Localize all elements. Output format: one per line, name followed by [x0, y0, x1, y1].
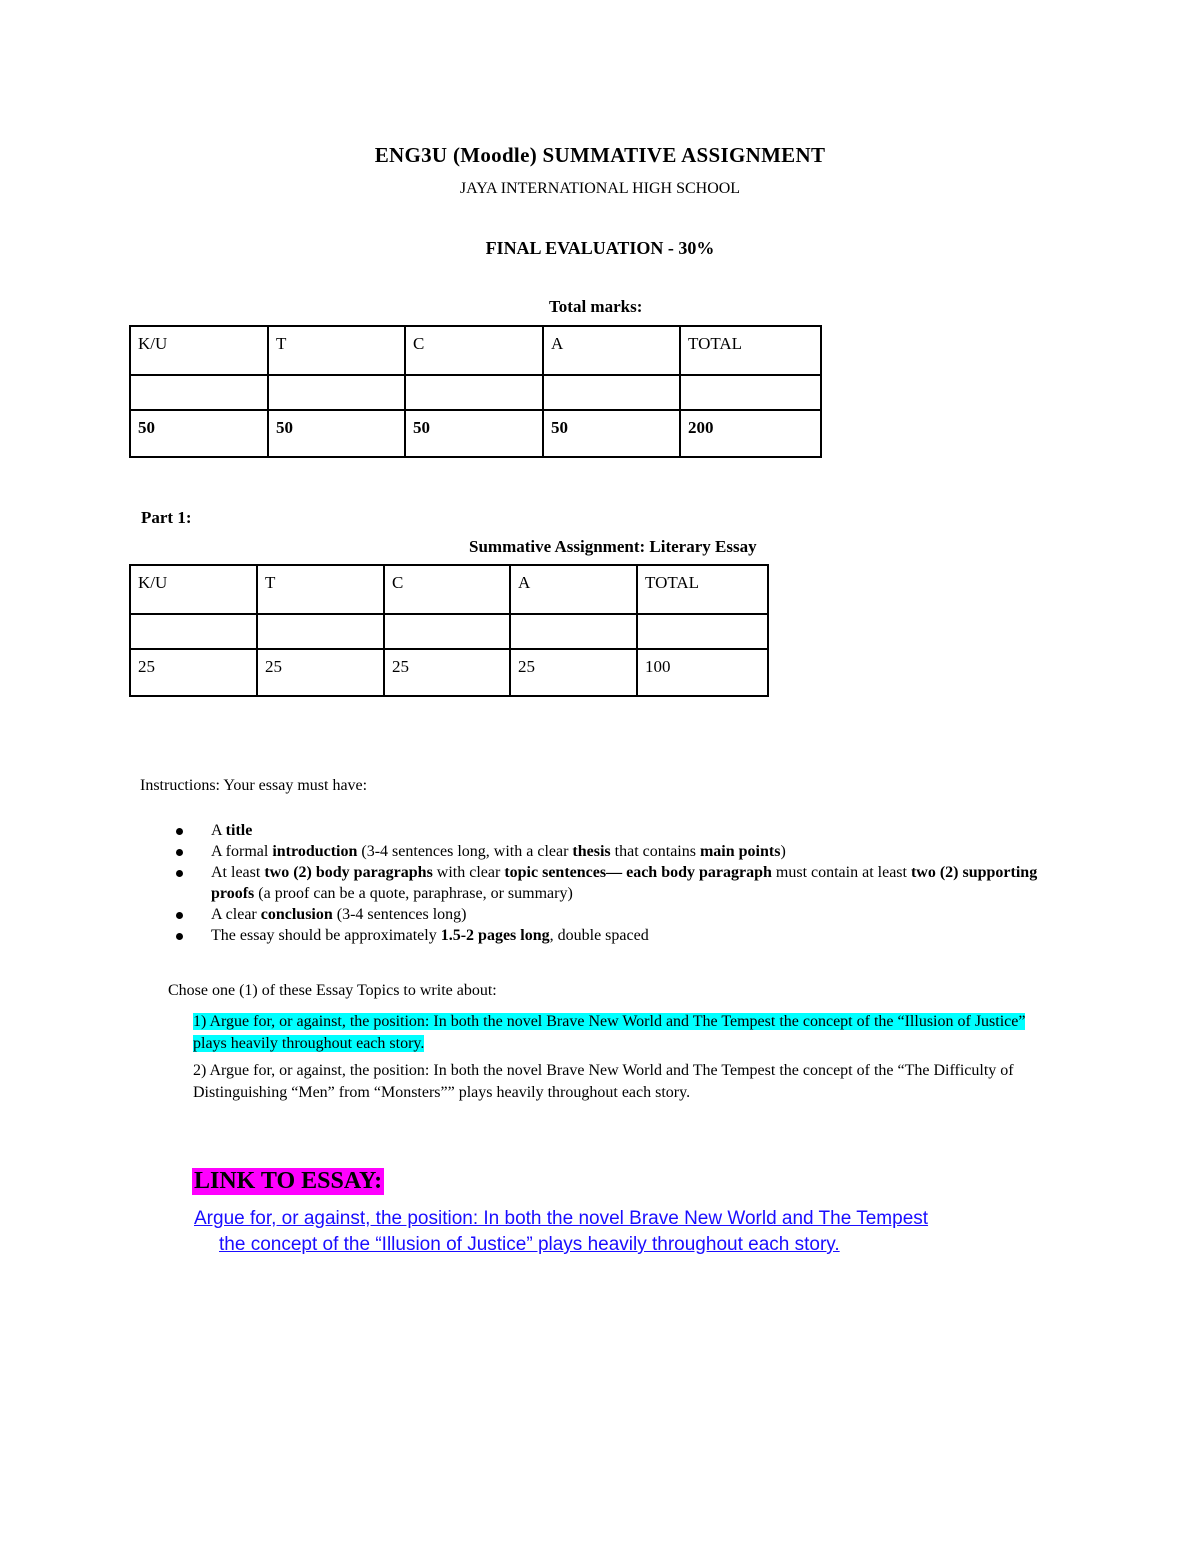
requirement-text: must contain at least: [771, 864, 911, 881]
header-cell-total: TOTAL: [680, 326, 821, 375]
requirement-text: (3-4 sentences long): [332, 906, 467, 923]
total-marks-label: Total marks:: [549, 297, 643, 316]
document-title: ENG3U (Moodle) SUMMATIVE ASSIGNMENT: [374, 143, 826, 167]
requirement-item: [176, 904, 1066, 925]
requirement-text: ): [780, 843, 786, 860]
header-cell-t: T: [268, 326, 405, 375]
max-cell-c: 50: [405, 410, 543, 457]
score-cell: [268, 375, 405, 410]
topic-1-number: 1): [193, 1013, 207, 1030]
requirement-text: The essay should be approximately: [211, 927, 441, 944]
essay-link[interactable]: [194, 1206, 1054, 1258]
requirement-bold-text: two (2) body paragraphs: [264, 864, 433, 881]
bullet-icon: [176, 870, 183, 877]
school-name: JAYA INTERNATIONAL HIGH SCHOOL: [459, 180, 741, 197]
topic-2-number: 2): [193, 1062, 207, 1079]
requirement-item: [176, 925, 1066, 946]
score-cell: [405, 375, 543, 410]
bullet-icon: [176, 912, 183, 919]
literary-essay-label: Summative Assignment: Literary Essay: [469, 537, 757, 556]
bullet-icon: [176, 933, 183, 940]
bullet-icon: [176, 828, 183, 835]
requirement-bold-text: conclusion: [260, 906, 333, 923]
score-cell: [543, 375, 680, 410]
header-cell-total: TOTAL: [637, 565, 768, 614]
bullet-icon: [176, 849, 183, 856]
part1-marks-table: [129, 564, 769, 697]
requirement-bold-text: two (2) supporting proofs: [211, 864, 1038, 902]
requirement-text: At least: [211, 864, 265, 881]
requirements-list: [176, 820, 1066, 946]
essay-link-line2[interactable]: the concept of the “Illusion of Justice” plays heavily throughout each story.: [219, 1234, 840, 1255]
requirement-item: [176, 862, 1066, 904]
requirement-text: A formal: [211, 843, 273, 860]
score-cell: [510, 614, 637, 649]
requirement-text: A: [211, 822, 226, 839]
requirement-text: that contains: [610, 843, 700, 860]
part1-label: Part 1:: [141, 508, 192, 527]
table-max-marks-row: [130, 410, 821, 457]
score-cell: [130, 375, 268, 410]
max-cell-total: 100: [637, 649, 768, 696]
requirement-bold-text: main points: [699, 843, 781, 860]
requirement-text: , double spaced: [549, 927, 649, 944]
max-cell-ku: 25: [130, 649, 257, 696]
header-cell-a: A: [510, 565, 637, 614]
essay-link-line1[interactable]: Argue for, or against, the position: In both the novel Brave New World and The Tempest: [194, 1208, 929, 1229]
topic-2-text: Argue for, or against, the position: In both the novel Brave New World and The Tempest the concept of the “The Difficulty of Distinguishing “Men” from “Monsters”” plays heavily throughout each story.: [193, 1062, 1014, 1101]
requirement-item: [176, 841, 1066, 862]
header-cell-ku: K/U: [130, 565, 257, 614]
instructions-label: Instructions: Your essay must have:: [140, 777, 368, 794]
requirement-text: (a proof can be a quote, paraphrase, or summary): [254, 885, 573, 902]
requirement-bold-text: title: [225, 822, 253, 839]
total-marks-table: [129, 325, 822, 458]
header-cell-t: T: [257, 565, 384, 614]
header-cell-a: A: [543, 326, 680, 375]
requirement-bold-text: introduction: [272, 843, 358, 860]
requirement-text: A clear: [211, 906, 261, 923]
score-cell: [680, 375, 821, 410]
header-cell-c: C: [384, 565, 510, 614]
topic-1-text: Argue for, or against, the position: In both the novel Brave New World and The Tempest the concept of the “Illusion of Justice” plays heavily throughout each story.: [193, 1013, 1026, 1052]
max-cell-t: 25: [257, 649, 384, 696]
table-blank-row: [130, 375, 821, 410]
max-cell-c: 25: [384, 649, 510, 696]
table-header-row: [130, 565, 768, 614]
topics-label: Chose one (1) of these Essay Topics to write about:: [168, 982, 497, 999]
max-cell-a: 25: [510, 649, 637, 696]
max-cell-a: 50: [543, 410, 680, 457]
score-cell: [637, 614, 768, 649]
max-cell-total: 200: [680, 410, 821, 457]
requirement-item: [176, 820, 1066, 841]
table-blank-row: [130, 614, 768, 649]
requirement-bold-text: thesis: [572, 843, 611, 860]
requirement-bold-text: topic sentences— each body paragraph: [504, 864, 772, 881]
essay-topic-2: [193, 1060, 1063, 1104]
header-cell-ku: K/U: [130, 326, 268, 375]
link-to-essay-heading: LINK TO ESSAY:: [194, 1168, 383, 1194]
requirement-bold-text: 1.5-2 pages long: [440, 927, 550, 944]
score-cell: [257, 614, 384, 649]
score-cell: [384, 614, 510, 649]
table-max-marks-row: [130, 649, 768, 696]
requirement-text: with clear: [432, 864, 505, 881]
header-cell-c: C: [405, 326, 543, 375]
max-cell-ku: 50: [130, 410, 268, 457]
table-header-row: [130, 326, 821, 375]
score-cell: [130, 614, 257, 649]
max-cell-t: 50: [268, 410, 405, 457]
essay-topic-1: [193, 1011, 1063, 1055]
final-evaluation-heading: FINAL EVALUATION - 30%: [485, 238, 715, 258]
topic-1-highlight: [193, 1013, 1025, 1052]
requirement-text: (3-4 sentences long, with a clear: [357, 843, 573, 860]
